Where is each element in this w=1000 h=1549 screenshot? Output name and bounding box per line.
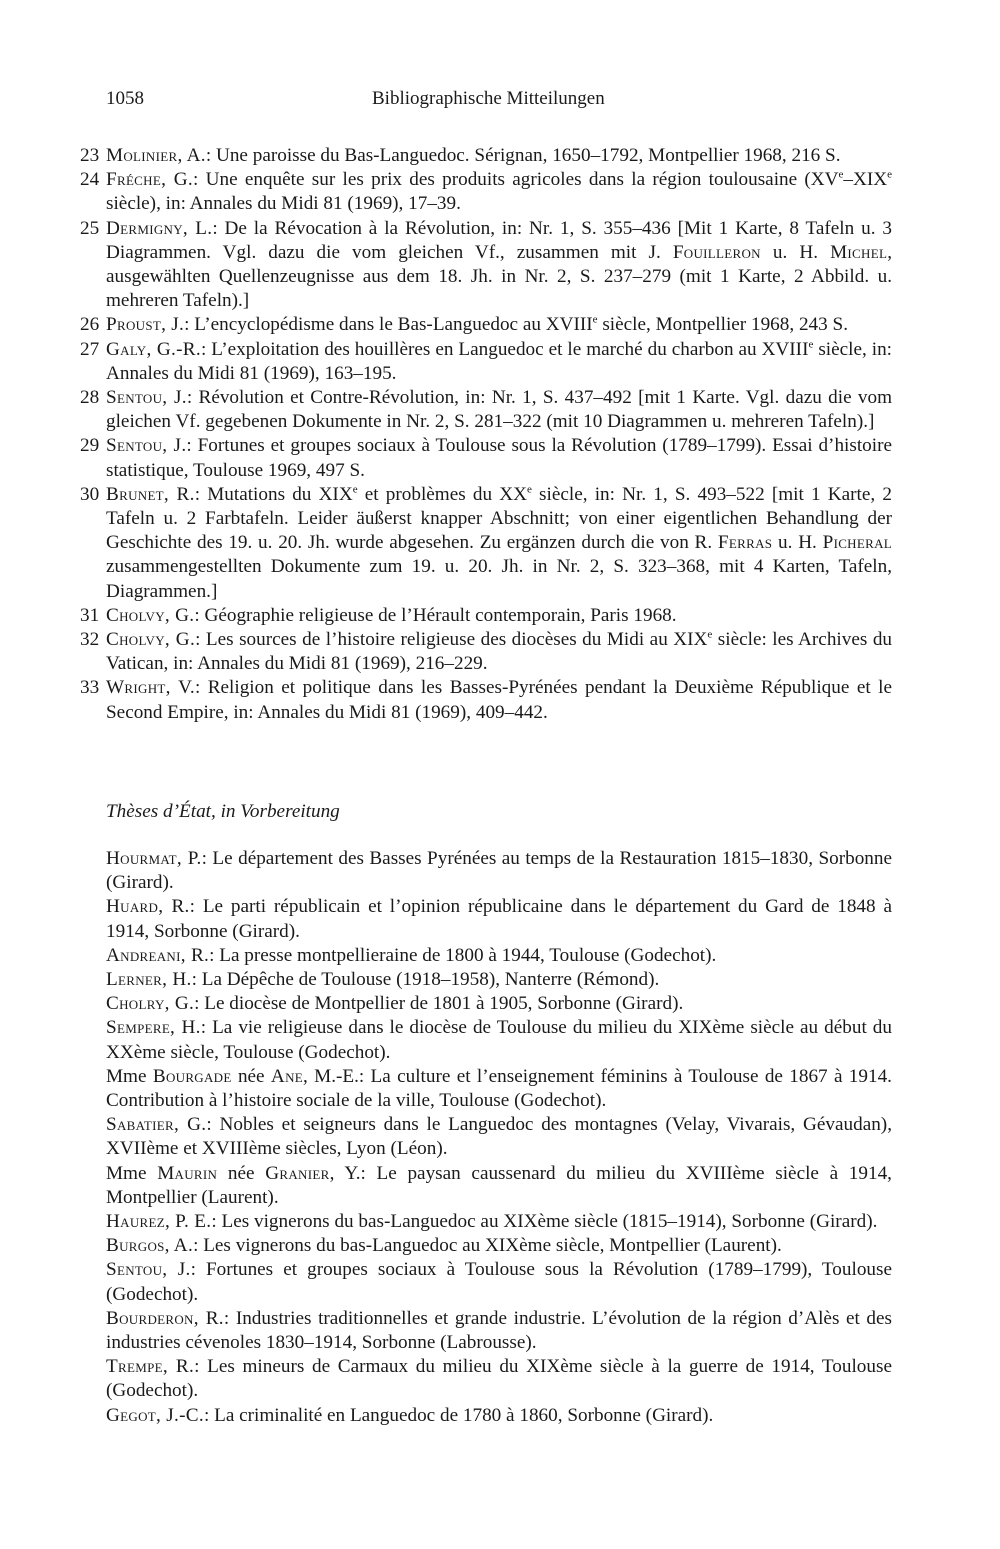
superscript: e [808,338,814,351]
superscript: e [838,168,844,181]
entry-number: 30 [80,483,100,505]
entry-text [106,217,892,314]
thesis-author: Cholry, G. [106,993,195,1015]
thesis-author: Maurin [157,1162,218,1184]
entry-number: 29 [80,435,100,457]
entry-segment: : Religion et politique dans les Basses-Pyrénées pendant la Deuxième République et le Second Empire, in: Annales du Midi 81 (1969), 409–442. [106,677,892,723]
author-connector: née [231,1065,271,1087]
thesis-author: Hourmat, P. [106,848,202,869]
thesis-text: : Le parti républicain et l’opinion républicaine dans le département du Gard de 1848 à 1914, Sorbonne (Girard). [106,896,892,942]
thesis-text: : Le diocèse de Montpellier de 1801 à 1905, Sorbonne (Girard). [194,993,684,1015]
entry-author: Brunet, R. [106,483,195,505]
entry-text [106,434,892,482]
entry-segment: : Mutations du XIX [194,483,353,505]
entry-number: 32 [80,629,100,651]
entry-text [106,144,892,168]
superscript: e [526,483,532,496]
thesis-text: : La vie religieuse dans le diocèse de Toulouse du milieu du XIXème siècle au début du XXème siècle, Toulouse (Godechot). [106,1017,892,1063]
thesis-text: , M.-E.: La culture et l’enseignement féminins à Toulouse de 1867 à 1914. Contribution à l’histoire sociale de la ville, Toulouse (Godechot). [106,1065,892,1112]
bibliography-entry [80,676,892,724]
thesis-text: : La Dépêche de Toulouse (1918–1958), Nanterre (Rémond). [191,969,660,991]
entry-segment: siècle), in: Annales du Midi 81 (1969), 17–39. [106,193,461,215]
running-title: Bibliographische Mitteilungen [372,88,605,109]
author-prefix: Mme [106,1162,158,1184]
entry-segment: u. H. [772,532,823,554]
entry-segment: –XIX [843,169,888,191]
bibliography-entry [80,313,892,337]
thesis-entry [106,1355,892,1403]
entry-number: 26 [80,314,100,336]
entry-number: 31 [80,604,100,626]
thesis-author: Huard, R. [106,896,190,918]
thesis-entry [106,1065,892,1113]
thesis-author-maiden: Granier [265,1162,330,1184]
entry-author: Galy, G.-R. [106,338,201,360]
cited-name: Michel [830,241,888,263]
bibliography-entry [80,386,892,434]
entry-segment: : Une enquête sur les prix des produits agricoles dans la région toulousaine (XV [193,169,839,191]
author-connector: née [217,1162,266,1184]
entry-number: 23 [80,145,100,166]
entry-author: Sentou, J. [106,387,187,409]
thesis-author-maiden: Ane [270,1065,303,1087]
thesis-author: Trempe, R. [106,1356,195,1378]
thesis-author: Burgos, A. [106,1235,194,1257]
entry-segment: siècle, in: Nr. 1, S. 493–522 [mit 1 Karte, 2 Tafeln u. 2 Farbtafeln. Leider äußerst knapper Abschnitt; von einer eigentlichen Behandlung der Geschichte des 19. u. 20. Jh. wurde abgesehen. Zu ergänzen durch die von R. [106,483,892,554]
entry-text [106,313,892,337]
page-number: 1058 [106,88,144,109]
cited-name: Ferras [717,532,773,554]
thesis-text: : Industries traditionnelles et grande industrie. L’évolution de la région d’Alès et des industries cévenoles 1830–1914, Sorbonne (Labrousse). [106,1307,892,1354]
thesis-entry [106,1210,892,1234]
entry-segment: , ausgewählten Quellenzeugnisse aus dem 18. Jh. in Nr. 2, S. 237–279 (mit 1 Karte, 2 Abbild. u. mehreren Tafeln).] [106,241,892,312]
author-prefix: Mme [106,1065,153,1087]
entry-text [106,604,892,628]
superscript: e [352,483,358,496]
entry-number: 25 [80,217,100,239]
section-heading: Thèses d’État, in Vorbereitung [106,801,340,822]
thesis-text: : Les mineurs de Carmaux du milieu du XIXème siècle à la guerre de 1914, Toulouse (Godechot). [106,1356,892,1402]
thesis-text: : Nobles et seigneurs dans le Languedoc des montagnes (Velay, Vivarais, Gévaudan), XVIIème et XVIIIème siècles, Lyon (Léon). [106,1114,892,1160]
bibliography-entry [80,338,892,386]
thesis-entry [106,944,892,968]
entry-segment: u. H. [760,241,831,263]
entry-segment: siècle, Montpellier 1968, 243 S. [597,314,848,336]
bibliography-entry [80,483,892,604]
bibliography-entry [80,217,892,314]
entry-text [106,338,892,386]
entry-segment: et problèmes du XX [357,483,527,505]
cited-name: Fouilleron [672,241,761,263]
entry-segment: : L’encyclopédisme dans le Bas-Languedoc au XVIII [184,314,593,336]
thesis-author: Haurez, P. E. [106,1211,212,1233]
entry-segment: siècle, in: Annales du Midi 81 (1969), 163–195. [106,338,892,384]
entry-segment: : Les sources de l’histoire religieuse des diocèses du Midi au XIX [195,629,708,651]
entry-number: 33 [80,677,100,699]
entry-segment: : Une paroisse du Bas-Languedoc. Sérignan, 1650–1792, Montpellier 1968, 216 S. [205,145,841,166]
thesis-author: Lerner, H. [106,969,192,991]
superscript: e [707,628,713,641]
thesis-entry [106,895,892,943]
thesis-text: , Y.: Le paysan caussenard du milieu du XVIIIème siècle à 1914, Montpellier (Laurent). [106,1162,892,1208]
bibliography-entry [80,434,892,482]
bibliography-entry [80,604,892,628]
thesis-text: : Fortunes et groupes sociaux à Toulouse sous la Révolution (1789–1799), Toulouse (Godechot). [106,1259,893,1305]
thesis-text: : La criminalité en Languedoc de 1780 à 1860, Sorbonne (Girard). [203,1404,714,1426]
entry-author: Cholvy, G. [106,604,195,626]
page-header [106,88,892,118]
thesis-entry [106,1113,892,1161]
entry-text [106,483,892,604]
entry-text [106,676,892,724]
bibliography-entry [80,628,892,676]
entry-author: Molinier, A. [106,145,206,166]
entry-author: Fréche, G. [106,169,194,191]
thesis-entry [106,1016,892,1064]
thesis-text: : La presse montpellieraine de 1800 à 1944, Toulouse (Godechot). [209,944,717,966]
theses-list [106,847,892,1428]
entry-segment: : Révolution et Contre-Révolution, in: Nr. 1, S. 437–492 [mit 1 Karte. Vgl. dazu die vom gleichen Vf. gegebenen Dokumente in Nr. 2, S. 281–322 (mit 10 Diagrammen u. mehreren Tafeln).] [106,387,893,433]
entry-segment: : Géographie religieuse de l’Hérault contemporain, Paris 1968. [194,604,677,626]
thesis-entry [106,1307,892,1355]
entry-number: 24 [80,169,100,191]
thesis-entry [106,1162,892,1210]
thesis-author: Bourgade [152,1065,232,1087]
entry-author: Proust, J. [106,314,185,336]
entry-number: 27 [80,338,100,360]
cited-name: Picheral [822,532,893,554]
thesis-entry [106,992,892,1016]
entry-segment: : L’exploitation des houillères en Languedoc et le marché du charbon au XVIII [200,338,809,360]
entry-segment: : Fortunes et groupes sociaux à Toulouse sous la Révolution (1789–1799). Essai d’histoire statistique, Toulouse 1969, 497 S. [106,435,892,481]
thesis-author: Sentou, J. [106,1259,191,1281]
thesis-entry [106,1258,892,1306]
thesis-text: : Les vignerons du bas-Languedoc au XIXème siècle (1815–1914), Sorbonne (Girard). [211,1211,878,1233]
entry-author: Cholvy, G. [106,629,196,651]
thesis-entry [106,847,892,895]
entry-number: 28 [80,387,100,409]
entry-segment: : De la Révocation à la Révolution, in: Nr. 1, S. 355–436 [Mit 1 Karte, 8 Tafeln u. 3 Diagrammen. Vgl. dazu die vom gleichen Vf., zusammen mit J. [106,217,892,263]
thesis-entry [106,1234,892,1258]
superscript: e [887,168,892,181]
entry-text [106,628,892,676]
thesis-author: Gegot, J.-C. [106,1404,204,1426]
thesis-author: Sabatier, G. [106,1114,207,1136]
bibliography-entries [80,144,892,725]
entry-text [106,168,892,216]
entry-segment: siècle: les Archives du Vatican, in: Annales du Midi 81 (1969), 216–229. [106,629,893,675]
thesis-entry [106,968,892,992]
superscript: e [592,314,598,327]
entry-author: Dermigny, L. [106,217,213,239]
thesis-author: Bourderon, R. [106,1307,224,1329]
bibliography-entry [80,168,892,216]
bibliography-entry [80,144,892,168]
entry-text [106,386,892,434]
entry-segment: zusammengestellten Dokumente zum 19. u. 20. Jh. in Nr. 2, S. 323–368, mit 4 Karten, Tafeln, Diagrammen.] [106,556,892,602]
entry-author: Wright, V. [106,677,195,699]
thesis-entry [106,1404,892,1428]
thesis-author: Andreani, R. [106,944,210,966]
thesis-text: : Les vignerons du bas-Languedoc au XIXème siècle, Montpellier (Laurent). [193,1235,782,1257]
thesis-text: : Le département des Basses Pyrénées au temps de la Restauration 1815–1830, Sorbonne (Girard). [106,848,892,894]
thesis-author: Sempere, H. [106,1017,201,1039]
entry-author: Sentou, J. [106,435,187,457]
